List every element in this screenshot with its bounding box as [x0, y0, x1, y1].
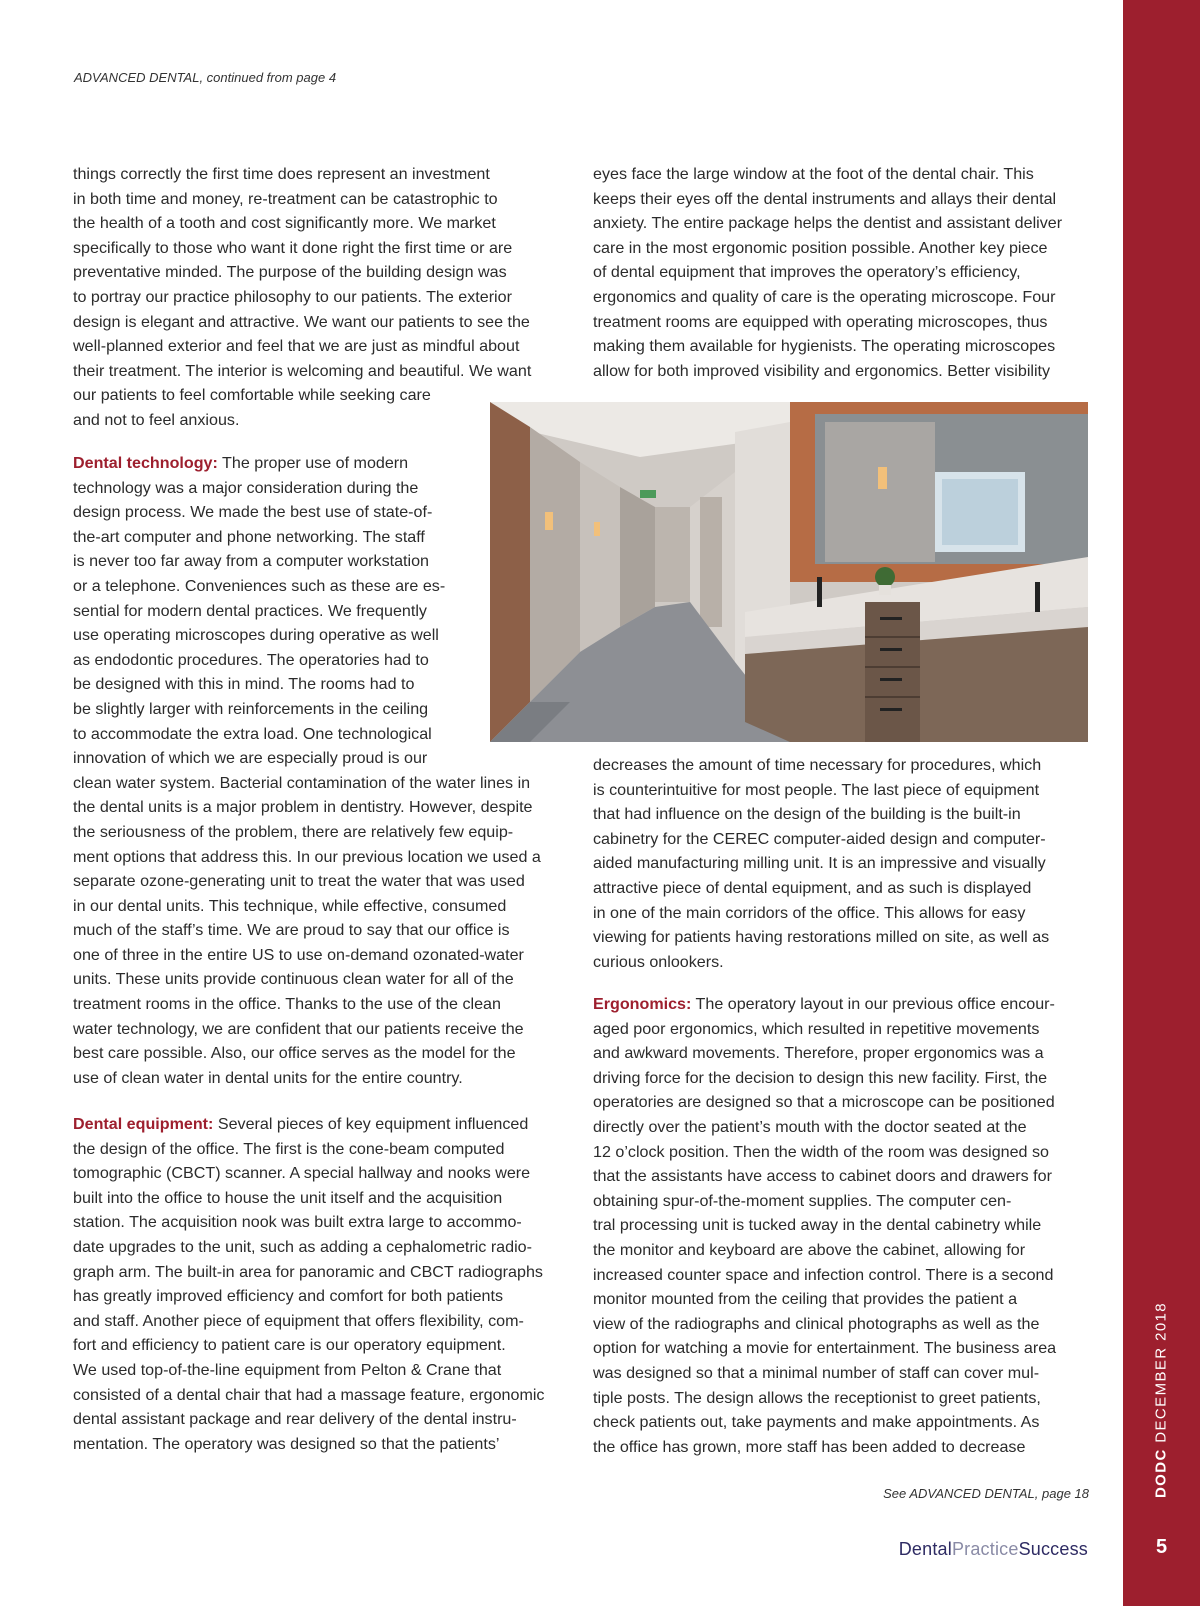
text-line: driving force for the decision to design this new facility. First, the — [593, 1068, 1048, 1087]
text-line: treatment rooms in the office. Thanks to the use of the clean — [73, 995, 501, 1014]
text-line: graph arm. The built-in area for panoramic and CBCT radiographs — [73, 1262, 543, 1281]
text-line: in both time and money, re-treatment can be catastrophic to — [73, 189, 498, 208]
brand-word: Dental — [898, 1539, 952, 1559]
issue-date: DECEMBER 2018 — [1152, 1301, 1170, 1443]
text-line: directly over the patient’s mouth with the doctor seated at the — [593, 1117, 1027, 1136]
text-line: mentation. The operatory was designed so that the patients’ — [73, 1434, 500, 1453]
text-line: in one of the main corridors of the office. This allows for easy — [593, 903, 1026, 922]
text-line: attractive piece of dental equipment, and as such is displayed — [593, 878, 1032, 897]
text-line: monitor mounted from the ceiling that provides the patient a — [593, 1290, 1018, 1309]
text-line: 12 o’clock position. Then the width of the room was designed so — [593, 1142, 1049, 1161]
text-line: curious onlookers. — [593, 952, 724, 971]
text-line: things correctly the first time does represent an investment — [73, 165, 490, 183]
text-line: tomographic (CBCT) scanner. A special hallway and nooks were — [73, 1164, 531, 1183]
text-line: in our dental units. This technique, while effective, consumed — [73, 896, 507, 915]
text-line: as endodontic procedures. The operatories had to — [73, 650, 429, 669]
text-line: The proper use of modern — [217, 454, 409, 472]
text-line: the health of a tooth and cost significantly more. We market — [73, 214, 496, 233]
sidebar-issue-label — [1153, 1302, 1170, 1498]
text-line: is counterintuitive for most people. The last piece of equipment — [593, 780, 1040, 799]
text-line: allow for both improved visibility and ergonomics. Better visibility — [593, 361, 1051, 380]
text-line: was designed so that a minimal number of staff can cover mul- — [593, 1363, 1040, 1382]
text-line: view of the radiographs and clinical photographs as well as the — [593, 1314, 1040, 1333]
text-line: the dental units is a major problem in dentistry. However, despite — [73, 798, 533, 817]
text-line: the design of the office. The first is the cone-beam computed — [73, 1139, 505, 1158]
office-interior-photo — [490, 402, 1088, 742]
text-line: built into the office to house the unit itself and the acquisition — [73, 1188, 503, 1207]
publication-abbr: DODC — [1152, 1448, 1170, 1499]
text-line: use operating microscopes during operative as well — [73, 626, 439, 645]
text-line: the office has grown, more staff has been added to decrease — [593, 1437, 1026, 1456]
text-line: design is elegant and attractive. We want our patients to see the — [73, 312, 530, 331]
text-line: and staff. Another piece of equipment that offers flexibility, com- — [73, 1311, 524, 1330]
text-line: is never too far away from a computer workstation — [73, 552, 429, 571]
text-line: water technology, we are confident that our patients receive the — [73, 1019, 524, 1038]
text-line: cabinetry for the CEREC computer-aided design and computer- — [593, 829, 1046, 848]
intro-paragraph — [73, 162, 531, 433]
text-line: and awkward movements. Therefore, proper ergonomics was a — [593, 1044, 1044, 1063]
text-line: obtaining spur-of-the-moment supplies. The computer cen- — [593, 1191, 1012, 1210]
section-heading: Dental technology: — [73, 454, 218, 472]
ergonomics-section — [593, 992, 1056, 1459]
text-line: dental assistant package and rear delivery of the dental instru- — [73, 1410, 517, 1429]
text-line: be slightly larger with reinforcements in the ceiling — [73, 699, 429, 718]
text-line: The operatory layout in our previous office encour- — [691, 995, 1055, 1013]
text-line: tiple posts. The design allows the receptionist to greet patients, — [593, 1388, 1041, 1407]
text-line: the seriousness of the problem, there are relatively few equip- — [73, 822, 514, 841]
text-line: decreases the amount of time necessary for procedures, which — [593, 756, 1042, 774]
text-line: ment options that address this. In our previous location we used a — [73, 847, 541, 866]
continued-from-note: ADVANCED DENTAL, continued from page 4 — [74, 70, 337, 85]
text-line: aged poor ergonomics, which resulted in repetitive movements — [593, 1019, 1040, 1038]
text-line: date upgrades to the unit, such as adding a cephalometric radio- — [73, 1237, 532, 1256]
text-line: ergonomics and quality of care is the operating microscope. Four — [593, 287, 1056, 306]
brand-word: Success — [1018, 1539, 1088, 1559]
text-line: tral processing unit is tucked away in the dental cabinetry while — [593, 1216, 1042, 1235]
text-line: their treatment. The interior is welcoming and beautiful. We want — [73, 361, 532, 380]
text-line: eyes face the large window at the foot of the dental chair. This — [593, 165, 1034, 183]
text-line: well-planned exterior and feel that we are just as mindful about — [73, 337, 520, 356]
text-line: fort and efficiency to patient care is our operatory equipment. — [73, 1336, 506, 1355]
text-line: treatment rooms are equipped with operating microscopes, thus — [593, 312, 1048, 331]
magazine-brand — [899, 1539, 1088, 1560]
text-line: that had influence on the design of the building is the built-in — [593, 805, 1021, 824]
text-line: technology was a major consideration during the — [73, 478, 419, 497]
text-line: innovation of which we are especially proud is our — [73, 749, 428, 768]
text-line: design process. We made the best use of state-of- — [73, 503, 433, 522]
text-line: of dental equipment that improves the operatory’s efficiency, — [593, 263, 1021, 282]
text-line: care in the most ergonomic position possible. Another key piece — [593, 238, 1048, 257]
text-line: that the assistants have access to cabinet doors and drawers for — [593, 1167, 1052, 1186]
text-line: Several pieces of key equipment influenced — [213, 1115, 529, 1133]
text-line: consisted of a dental chair that had a massage feature, ergonomic — [73, 1385, 545, 1404]
text-line: units. These units provide continuous clean water for all of the — [73, 970, 514, 989]
text-line: much of the staff’s time. We are proud to say that our office is — [73, 921, 510, 940]
text-line: our patients to feel comfortable while seeking care — [73, 386, 431, 405]
text-line: be designed with this in mind. The rooms had to — [73, 675, 415, 694]
text-line: best care possible. Also, our office serves as the model for the — [73, 1044, 516, 1063]
text-line: increased counter space and infection control. There is a second — [593, 1265, 1054, 1284]
section-heading: Dental equipment: — [73, 1115, 214, 1133]
col2-top-paragraph — [593, 162, 1062, 383]
continued-on-note: See ADVANCED DENTAL, page 18 — [883, 1486, 1089, 1501]
text-line: We used top-of-the-line equipment from Pelton & Crane that — [73, 1360, 502, 1379]
text-line: station. The acquisition nook was built extra large to accommo- — [73, 1213, 522, 1232]
text-line: or a telephone. Conveniences such as these are es- — [73, 576, 446, 595]
text-line: to accommodate the extra load. One technological — [73, 724, 432, 743]
text-line: use of clean water in dental units for the entire country. — [73, 1068, 463, 1087]
text-line: to portray our practice philosophy to our patients. The exterior — [73, 287, 512, 306]
brand-word: Practice — [951, 1539, 1019, 1559]
text-line: keeps their eyes off the dental instruments and allays their dental — [593, 189, 1057, 208]
section-heading: Ergonomics: — [593, 995, 692, 1013]
text-line: one of three in the entire US to use on-demand ozonated-water — [73, 945, 524, 964]
text-line: the-art computer and phone networking. The staff — [73, 527, 425, 546]
photo-illustration — [490, 402, 1088, 742]
text-line: has greatly improved efficiency and comfort for both patients — [73, 1287, 503, 1306]
text-line: sential for modern dental practices. We frequently — [73, 601, 427, 620]
text-line: anxiety. The entire package helps the dentist and assistant deliver — [593, 214, 1063, 233]
text-line: separate ozone-generating unit to treat the water that was used — [73, 872, 525, 891]
text-line: viewing for patients having restorations milled on site, as well as — [593, 928, 1050, 947]
text-line: making them available for hygienists. The operating microscopes — [593, 337, 1056, 356]
text-line: preventative minded. The purpose of the building design was — [73, 263, 507, 282]
text-line: the monitor and keyboard are above the cabinet, allowing for — [593, 1240, 1026, 1259]
col2-middle-paragraph — [593, 753, 1049, 974]
text-line: option for watching a movie for entertainment. The business area — [593, 1339, 1057, 1358]
text-line: aided manufacturing milling unit. It is an impressive and visually — [593, 854, 1046, 873]
text-line: operatories are designed so that a microscope can be positioned — [593, 1093, 1055, 1112]
dental-equipment-section — [73, 1112, 544, 1456]
dental-technology-section — [73, 451, 541, 1090]
text-line: and not to feel anxious. — [73, 410, 240, 429]
text-line: check patients out, take payments and make appointments. As — [593, 1413, 1040, 1432]
text-line: clean water system. Bacterial contamination of the water lines in — [73, 773, 531, 792]
text-line: specifically to those who want it done right the first time or are — [73, 238, 513, 257]
page-number: 5 — [1155, 1536, 1168, 1558]
